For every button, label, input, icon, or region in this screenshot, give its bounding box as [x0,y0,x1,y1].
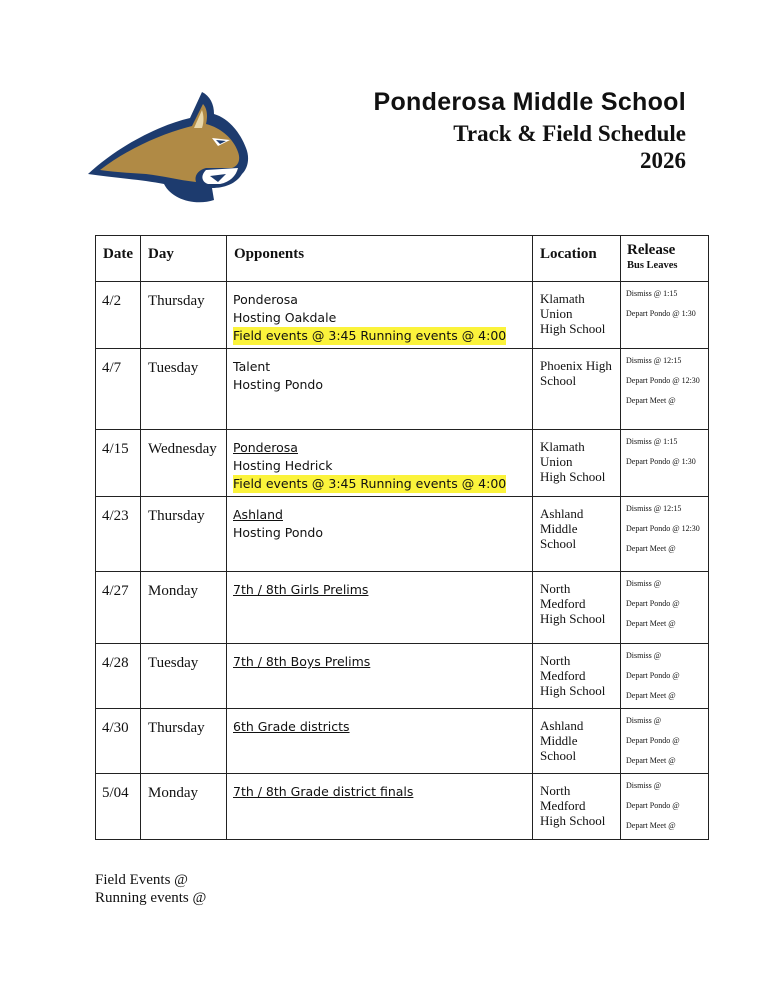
schedule-subtitle: Track & Field Schedule [453,121,686,146]
release-cell [621,349,709,430]
header-row [96,236,709,282]
opponent-title: Talent [233,359,271,374]
release-line: Dismiss @ [626,579,662,588]
date-cell: 4/23 [96,497,141,572]
release-cell [621,572,709,644]
release-line: Dismiss @ 1:15 [626,437,678,446]
release-line: Depart Pondo @ [626,671,680,680]
release-cell [621,282,709,349]
location-cell [533,430,621,497]
location-cell [533,349,621,430]
release-line: Dismiss @ 12:15 [626,504,682,513]
day-cell: Tuesday [141,349,227,430]
day-cell: Thursday [141,497,227,572]
opponents-cell [227,644,533,709]
column-header-location: Location [533,236,621,282]
date-cell: 4/2 [96,282,141,349]
date-cell: 4/28 [96,644,141,709]
location-cell [533,497,621,572]
location-line: Ashland [540,718,584,733]
column-header-release [621,236,709,282]
date-cell: 4/27 [96,572,141,644]
release-line: Depart Meet @ [626,396,676,405]
opponent-title: 6th Grade districts [233,719,350,734]
date-cell: 4/15 [96,430,141,497]
location-cell [533,572,621,644]
location-line: Phoenix High [540,358,612,373]
location-line: High School [540,813,606,828]
day-cell: Monday [141,774,227,840]
release-line: Depart Pondo @ 1:30 [626,309,696,318]
location-cell [533,282,621,349]
table-row [96,709,709,774]
event-times-highlight: Field events @ 3:45 Running events @ 4:00 [233,328,507,343]
opponent-title: Ashland [233,507,283,522]
release-line: Dismiss @ 12:15 [626,356,682,365]
opponents-cell [227,709,533,774]
schedule-table [95,235,709,840]
bus-leaves-label: Bus Leaves [627,260,678,271]
location-line: High School [540,469,606,484]
release-line: Depart Meet @ [626,619,676,628]
location-line: High School [540,683,606,698]
date-cell: 4/30 [96,709,141,774]
date-cell: 4/7 [96,349,141,430]
release-line: Depart Pondo @ [626,801,680,810]
column-header-opponents: Opponents [227,236,533,282]
hosting-text: Hosting Hedrick [233,458,333,473]
release-line: Depart Meet @ [626,544,676,553]
bobcat-mascot-logo [86,88,254,206]
release-cell [621,774,709,840]
hosting-text: Hosting Pondo [233,377,324,392]
location-line: North Medford [540,783,586,813]
opponent-title: 7th / 8th Grade district finals [233,784,414,799]
release-line: Dismiss @ [626,781,662,790]
location-line: High School [540,611,606,626]
release-line: Depart Meet @ [626,691,676,700]
column-header-day: Day [141,236,227,282]
column-header-date: Date [96,236,141,282]
table-row [96,497,709,572]
location-cell [533,774,621,840]
field-events-note: Field Events @ [95,872,188,888]
opponent-title: 7th / 8th Boys Prelims [233,654,371,669]
running-events-note: Running events @ [95,890,207,906]
table-row [96,644,709,709]
opponent-title: 7th / 8th Girls Prelims [233,582,369,597]
release-line: Depart Pondo @ 12:30 [626,376,700,385]
opponents-cell [227,774,533,840]
release-line: Dismiss @ [626,651,662,660]
opponents-cell [227,430,533,497]
table-row [96,430,709,497]
table-row [96,282,709,349]
opponents-cell [227,572,533,644]
day-cell: Wednesday [141,430,227,497]
release-cell [621,709,709,774]
opponents-cell [227,282,533,349]
location-line: Klamath Union [540,439,585,469]
release-cell [621,644,709,709]
opponents-cell [227,349,533,430]
day-cell: Thursday [141,282,227,349]
release-line: Dismiss @ 1:15 [626,289,678,298]
release-line: Depart Meet @ [626,821,676,830]
release-cell [621,430,709,497]
school-title: Ponderosa Middle School [373,88,686,116]
event-times-highlight: Field events @ 3:45 Running events @ 4:00 [233,476,507,491]
location-line: North Medford [540,653,586,683]
location-line: Klamath Union [540,291,585,321]
day-cell: Tuesday [141,644,227,709]
table-row [96,774,709,840]
release-line: Depart Pondo @ 12:30 [626,524,700,533]
location-cell [533,644,621,709]
hosting-text: Hosting Pondo [233,525,324,540]
release-cell [621,497,709,572]
day-cell: Monday [141,572,227,644]
release-line: Depart Meet @ [626,756,676,765]
location-line: High School [540,321,606,336]
opponents-cell [227,497,533,572]
table-row [96,349,709,430]
footer-notes [95,871,206,907]
table-row [96,572,709,644]
release-line: Dismiss @ [626,716,662,725]
location-line: North Medford [540,581,586,611]
day-cell: Thursday [141,709,227,774]
release-line: Depart Pondo @ [626,736,680,745]
release-line: Depart Pondo @ 1:30 [626,457,696,466]
date-cell: 5/04 [96,774,141,840]
location-line: Middle School [540,733,578,763]
location-line: School [540,373,577,388]
opponent-title: Ponderosa [233,292,298,307]
release-line: Depart Pondo @ [626,599,680,608]
schedule-year: 2026 [640,148,686,173]
location-line: Middle School [540,521,578,551]
opponent-title: Ponderosa [233,440,298,455]
release-label: Release [627,242,676,258]
hosting-text: Hosting Oakdale [233,310,337,325]
location-line: Ashland [540,506,584,521]
location-cell [533,709,621,774]
